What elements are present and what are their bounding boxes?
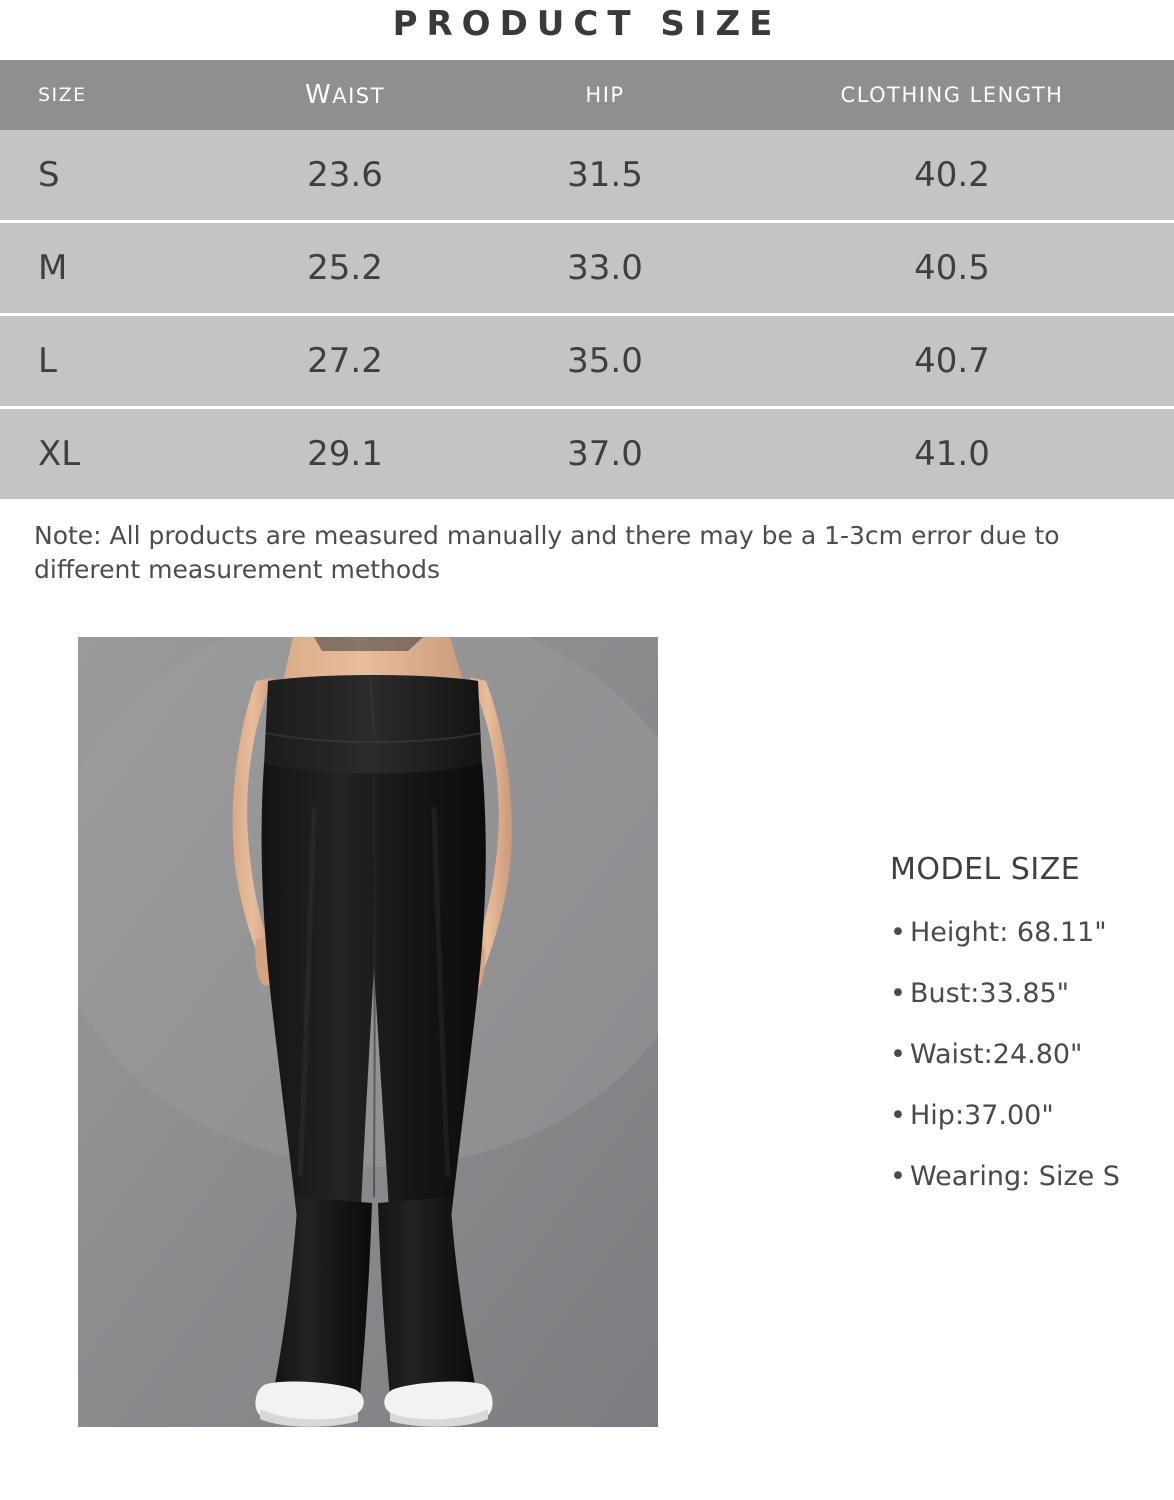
bullet-icon: • xyxy=(890,916,906,948)
bullet-icon: • xyxy=(890,977,906,1009)
model-height: Height: 68.11" xyxy=(910,916,1107,948)
table-header-row xyxy=(0,60,1174,130)
column-header-hip: HIP xyxy=(480,60,730,130)
bullet-icon: • xyxy=(890,1160,906,1192)
cell-hip: 33.0 xyxy=(480,222,730,315)
cell-size: M xyxy=(0,222,210,315)
column-header-clothing-length: CLOTHING LENGTH xyxy=(730,60,1174,130)
cell-waist: 23.6 xyxy=(210,130,480,222)
measurement-note: Note: All products are measured manually and there may be a 1-3cm error due to different measurement methods xyxy=(34,521,1060,584)
model-photo xyxy=(78,637,658,1427)
cell-waist: 25.2 xyxy=(210,222,480,315)
table-row xyxy=(0,130,1174,222)
column-header-waist: WAIST xyxy=(210,60,480,130)
model-bust: Bust:33.85" xyxy=(910,977,1070,1009)
cell-hip: 31.5 xyxy=(480,130,730,222)
model-waist: Waist:24.80" xyxy=(910,1038,1083,1070)
list-item xyxy=(890,917,1170,948)
bullet-icon: • xyxy=(890,1038,906,1070)
cell-hip: 37.0 xyxy=(480,408,730,500)
column-header-size: SIZE xyxy=(0,60,210,130)
model-hip: Hip:37.00" xyxy=(910,1099,1054,1131)
lower-section xyxy=(0,637,1174,1427)
model-size-heading: MODEL SIZE xyxy=(890,851,1081,887)
cell-hip: 35.0 xyxy=(480,315,730,408)
model-size-list xyxy=(890,917,1170,1192)
size-chart-table xyxy=(0,60,1174,499)
bullet-icon: • xyxy=(890,1099,906,1131)
list-item xyxy=(890,1039,1170,1070)
cell-length: 41.0 xyxy=(730,408,1174,500)
list-item xyxy=(890,1100,1170,1131)
cell-waist: 27.2 xyxy=(210,315,480,408)
page-title: PRODUCT SIZE xyxy=(392,4,782,44)
cell-size: XL xyxy=(0,408,210,500)
list-item xyxy=(890,1161,1170,1192)
list-item xyxy=(890,978,1170,1009)
cell-length: 40.2 xyxy=(730,130,1174,222)
model-size-panel xyxy=(890,852,1170,1222)
table-row xyxy=(0,222,1174,315)
cell-waist: 29.1 xyxy=(210,408,480,500)
cell-length: 40.7 xyxy=(730,315,1174,408)
model-wearing-size: Wearing: Size S xyxy=(910,1160,1120,1192)
table-row xyxy=(0,408,1174,500)
cell-size: L xyxy=(0,315,210,408)
cell-length: 40.5 xyxy=(730,222,1174,315)
cell-size: S xyxy=(0,130,210,222)
table-row xyxy=(0,315,1174,408)
